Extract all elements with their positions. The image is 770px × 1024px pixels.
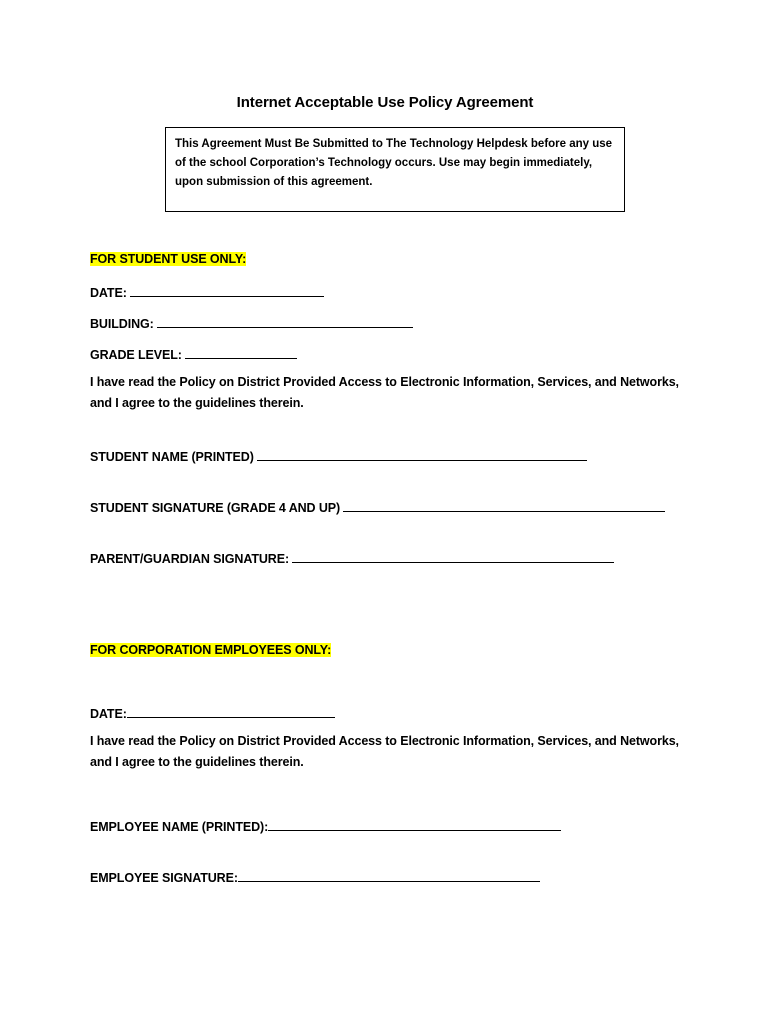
- building-row: [90, 315, 413, 331]
- employee-heading-text: FOR CORPORATION EMPLOYEES ONLY:: [90, 643, 332, 657]
- building-label: BUILDING:: [90, 317, 154, 331]
- student-acknowledgement: I have read the Policy on District Provided Access to Electronic Information, Services, and Networks, and I agree to the guidelines therein.: [90, 375, 679, 410]
- employee-name-row: [90, 818, 561, 834]
- employee-signature-row: [90, 869, 540, 885]
- employee-date-label: DATE:: [90, 707, 127, 721]
- student-signature-field[interactable]: [343, 499, 665, 512]
- notice-box: [165, 127, 625, 212]
- employee-name-label: EMPLOYEE NAME (PRINTED):: [90, 820, 269, 834]
- employee-acknowledgement: I have read the Policy on District Provided Access to Electronic Information, Services, and Networks, and I agree to the guidelines therein.: [90, 734, 679, 769]
- student-date-label: DATE:: [90, 286, 127, 300]
- student-name-field[interactable]: [257, 448, 587, 461]
- student-section-heading: [90, 252, 246, 266]
- notice-text: This Agreement Must Be Submitted to The Technology Helpdesk before any use of the school Corporation’s Technology occurs. Use may begin immediately, upon submission of this agreement.: [175, 138, 613, 188]
- student-name-row: [90, 448, 587, 464]
- employee-section-heading: [90, 643, 331, 657]
- student-signature-label: STUDENT SIGNATURE (GRADE 4 AND UP): [90, 501, 341, 515]
- employee-name-field[interactable]: [268, 818, 561, 831]
- employee-date-field[interactable]: [127, 705, 335, 718]
- grade-level-row: [90, 346, 297, 362]
- grade-level-label: GRADE LEVEL:: [90, 348, 182, 362]
- document-title: Internet Acceptable Use Policy Agreement: [236, 94, 534, 111]
- parent-signature-row: [90, 550, 614, 566]
- employee-signature-field[interactable]: [238, 869, 540, 882]
- parent-signature-field[interactable]: [292, 550, 614, 563]
- employee-signature-label: EMPLOYEE SIGNATURE:: [90, 871, 238, 885]
- student-name-label: STUDENT NAME (PRINTED): [90, 450, 254, 464]
- parent-signature-label: PARENT/GUARDIAN SIGNATURE:: [90, 552, 290, 566]
- student-heading-text: FOR STUDENT USE ONLY:: [90, 252, 247, 266]
- employee-date-row: [90, 705, 335, 721]
- student-signature-row: [90, 499, 665, 515]
- grade-level-field[interactable]: [185, 346, 297, 359]
- student-date-row: [90, 284, 324, 300]
- student-date-field[interactable]: [130, 284, 324, 297]
- building-field[interactable]: [157, 315, 413, 328]
